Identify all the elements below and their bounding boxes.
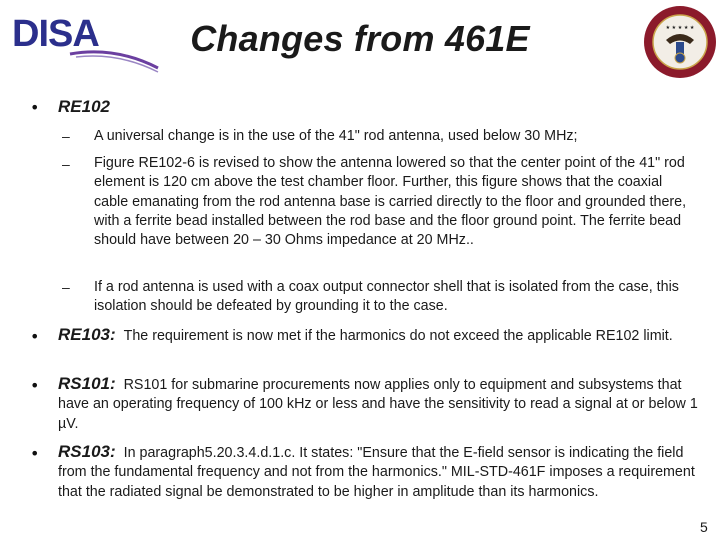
disa-logo-text: DISA [12,13,99,55]
subitem-coax-shell: If a rod antenna is used with a coax output connector shell that is isolated from the case, this isolation should be defeated by grounding it to the case. [94,279,679,315]
bullet-text: In paragraph5.20.3.4.d.1.c. It states: "Ensure that the E-field sensor is indicating the field from the fundamental frequency and not from the harmonics." MIL-STD-461F imposes a requirement that the radiated signal be demonstrated to be higher in amplitude than its harmonics. [58,445,695,500]
bullet-heading: RE102 [58,97,110,116]
bullet-rs103 [58,442,698,502]
bullet-heading: RS101: [58,374,116,393]
dash-marker: – [62,128,70,144]
bullet-rs101 [58,374,698,434]
dash-marker: – [62,279,70,295]
bullet-text: The requirement is now met if the harmonics do not exceed the applicable RE102 limit. [123,328,673,344]
bullet-marker: • [30,98,40,117]
subitem-rod-antenna: A universal change is in the use of the 41" rod antenna, used below 30 MHz; [94,128,578,144]
page-number: 5 [700,519,708,535]
dash-marker: – [62,156,70,172]
bullet-re102-heading [58,97,698,118]
bullet-heading: RS103: [58,442,116,461]
page-title: Changes from 461E [190,18,530,59]
bullet-marker: • [30,327,40,346]
subitem-figure-re102-6: Figure RE102-6 is revised to show the antenna lowered so that the center point of the 41" rod element is 120 cm above the test chamber floor. Further, this figure shows that the coaxial cable emanating from the rod antenna base is carried directly to the floor and grounded there, with a ferrite bead installed between the rod base and the floor ground point. The ferrite bead should have between 20 – 30 Ohms impedance at 20 MHz.. [94,155,687,249]
bullet-marker: • [30,444,40,463]
bullet-text: RS101 for submarine procurements now applies only to equipment and subsystems that have an operating frequency of 100 kHz or less and have the sensitivity to read a signal at or below 1 µV. [58,377,698,432]
bullet-heading: RE103: [58,325,116,344]
svg-text:★ ★ ★ ★ ★: ★ ★ ★ ★ ★ [665,25,695,31]
bullet-marker: • [30,376,40,395]
bullet-re103 [58,325,698,346]
